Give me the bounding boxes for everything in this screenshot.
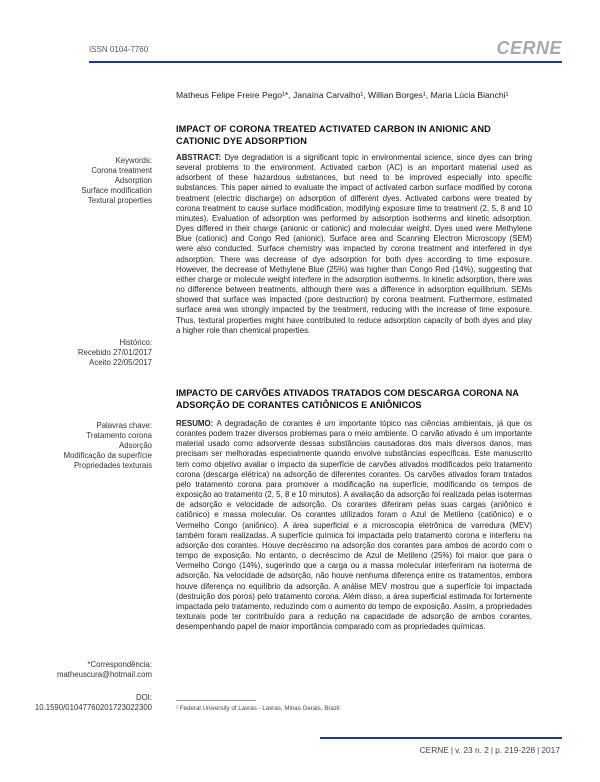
keywords-label: Keywords: [115,156,152,165]
journal-logo: CERNE [496,38,562,58]
keyword-item: Textural properties [87,196,152,205]
correspondence-email[interactable]: matheuscura@hotmail.com [56,670,152,679]
palavras-chave-label: Palavras chave: [96,421,152,430]
abstract-text: Dye degradation is a significant topic in environmental science, since dyes can bring several problems to the environment. Activated carbon (AC) is an important material used as adsorbent of these hazardous substances, but need to be improved especially into specific substances. This paper aimed to evaluate the impact of activated carbon surface modified by corona treatment (electric discharge) on adsorption of different dyes. Activated carbons were treated by corona treatment to cause surface modification, modifying exposure time to treatment (2, 5, 8 and 10 minutes). Evaluation of adsorption was performed by adsorption isotherms and kinetic adsorption. Dyes differed in their charge (anionic or cationic) and molecular weight. Dyes used were Methylene Blue (cationic) and Congo Red (anionic). Surface area and Scanning Electron Microscopy (SEM) were also conducted. Surface chemistry was impacted by corona treatment and interfered in dye adsorption. There was decrease of dye adsorption for both dyes according to time exposure. However, the decrease of Methylene Blue (25%) was higher than Congo Red (14%), suggesting that either charge or molecule weight interfere in the adsorption isotherms. In kinetic adsorption, there was no difference between treatments, although there was a difference in adsorption equilibrium. SEMs showed that surface was impacted (pore destruction) by corona treatment. Furthermore, estimated surface area was strongly impacted by the treatment, reducing with the increase of time exposure. Thus, textural properties might have contributed to reduce adsorption capacity of both dyes and play a higher role than chemical properties. [176,153,532,335]
palavra-chave-item: Tratamento corona [86,431,152,440]
footer-journal: CERNE [419,745,449,755]
page-footer: CERNE | v. 23 n. 2 | p. 219-228 | 2017 [419,745,560,755]
article-title: IMPACT OF CORONA TREATED ACTIVATED CARBON IN ANIONIC AND CATIONIC DYE ADSORPTION [176,124,491,146]
resumo [176,419,532,632]
footer-year: 2017 [541,745,560,755]
abstract [176,153,532,336]
doi-label: DOI: [135,693,152,702]
correspondence-label: *Correspondência: [87,660,152,669]
received-date: Recebido 27/01/2017 [77,348,152,357]
header-rule [89,61,562,63]
keywords-block [81,156,152,206]
palavra-chave-item: Propriedades texturais [73,461,152,470]
palavra-chave-item: Adsorção [119,441,152,450]
keyword-item: Corona treatment [91,166,152,175]
footnote-rule [176,700,256,701]
history-label: Histórico: [119,338,152,347]
palavra-chave-item: Modificação da superfície [63,451,152,460]
history-block [78,338,152,368]
affiliation-footnote: ¹ Federal University of Lavras - Lavras, Minas Gerais, Brazil [176,705,340,712]
author-list: Matheus Felipe Freire Pego¹*, Janaína Carvalho¹, Willian Borges¹, Maria Lúcia Bianchi¹ [176,90,509,100]
keyword-item: Adsorption [114,176,152,185]
resumo-label: RESUMO: [176,419,214,428]
accepted-date: Aceito 22/05/2017 [89,358,152,367]
keyword-item: Surface modification [81,186,152,195]
palavras-chave-block [64,421,152,471]
resumo-text: A degradação de corantes é um importante tópico nas ciências ambientais, já que os corantes podem trazer diversos problemas para o meio ambiente. O carvão ativado é um importante material usado como adsorvente dessas substâncias causadoras dos mais diversos danos, mas precisam ser melhoradas especialmente quando envolve substâncias específicas. Este manuscrito tem como objetivo avaliar o impacto da superfície de carvões ativados modificados pelo tratamento corona (descarga elétrica) na adsorção de diferentes corantes. Os carvões ativados foram tratados pelo tratamento corona para promover a modificação na superfície, modificando os tempos de exposição ao tratamento (2, 5, 8 e 10 minutos). A avaliação da adsorção foi realizada pelas isotermas de adsorção e velocidade de adsorção. Os corantes diferiram pelas suas cargas (aniônico e catiônico) e massa molecular. Os corantes utilizados foram o Azul de Metileno (catiônico) e o Vermelho Congo (aniônico). A área superficial e a microscopia eletrônica de varredura (MEV) também foram realizadas. A superfície química foi impactada pelo tratamento corona e interferiu na adsorção dos corantes. Houve decréscimo na adsorção dos corantes para ambos de acordo com o tempo de exposição. No entanto, o decréscimo de Azul de Metileno (25%) foi maior que para o Vermelho Congo (14%), sugerindo que a carga ou a massa molecular interferiram na isoterma de adsorção. Na velocidade de adsorção, não houve nenhuma diferença entre os tratamentos, embora houve diferença no equilíbrio da adsorção. A análise MEV mostrou que a superfície foi impactada (destruição dos poros) pelo tratamento corona. Além disso, a área superficial estimada foi fortemente impactada pelo tratamento, reduzindo com o aumento do tempo de exposição. Assim, a propriedades texturais pode ter contribuído para a redução na capacidade de adsorção de ambos corantes, desempenhando papel de maior importância comparado com as propriedades químicas. [176,419,532,632]
issn: ISSN 0104-7760 [89,45,149,54]
article-title-pt: IMPACTO DE CARVÕES ATIVADOS TRATADOS COM DESCARGA CORONA NA ADSORÇÃO DE CORANTES CATIÔNICOS E ANIÔNICOS [176,388,519,410]
footer-pages: p. 219-228 [495,745,536,755]
correspondence-block [57,660,152,680]
abstract-label: ABSTRACT: [176,153,222,162]
footer-volume: v. 23 n. 2 [455,745,489,755]
doi-link[interactable]: 10.1590/01047760201723022300 [34,703,152,712]
doi-block [35,693,152,713]
footer-rule [320,737,562,739]
